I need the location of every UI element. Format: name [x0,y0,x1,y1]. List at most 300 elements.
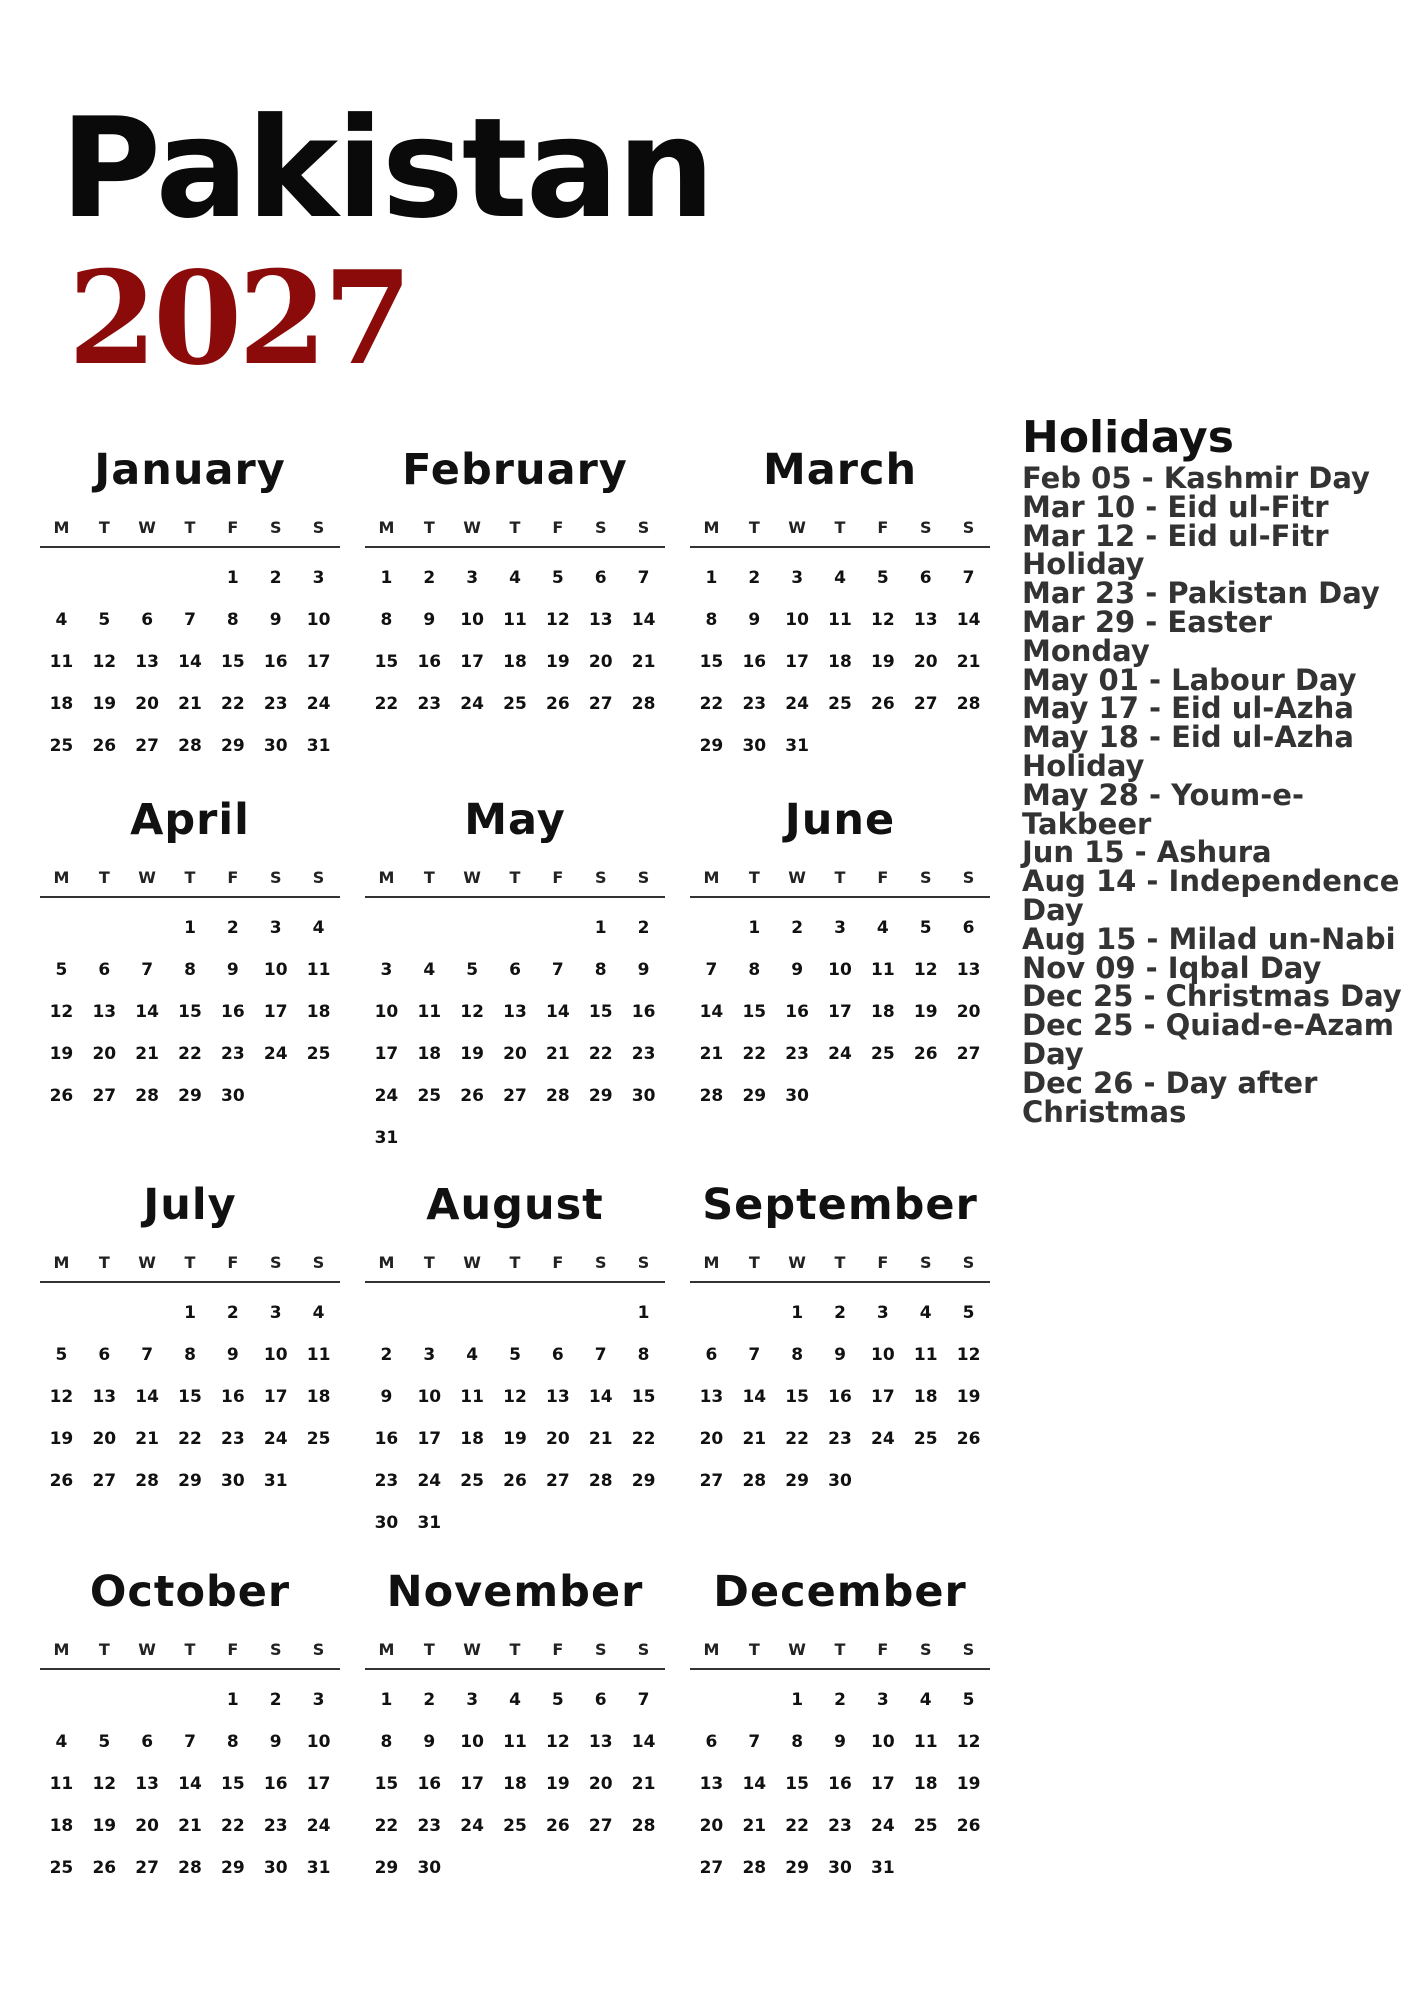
week-row [690,1763,990,1805]
week-row [365,1679,665,1721]
day-cell: 21 [135,1044,159,1064]
month-october [40,1562,340,1889]
weekday-label: S [919,1253,932,1272]
empty-cell [451,1117,494,1159]
empty-cell [126,907,169,949]
day-cell: 26 [871,694,895,714]
holiday-item: Mar 10 - Eid ul-Fitr [1022,489,1329,524]
week-row [40,1075,340,1117]
day-cell: 29 [588,1086,613,1106]
day-cell: 3 [876,1303,889,1323]
empty-cell [494,1847,537,1889]
weekday-label: T [748,518,760,537]
weekday-label: T [98,868,110,887]
day-cell: 8 [594,960,607,980]
week-row [690,1679,990,1721]
day-cell: 24 [263,1429,288,1449]
weekday-label: M [53,1253,70,1272]
day-cell: 15 [588,1002,613,1022]
day-cell: 22 [785,1429,809,1449]
month-name: March [762,445,918,495]
day-cell: 4 [466,1345,479,1365]
holiday-item: Dec 26 - Day after Christmas [1022,1065,1318,1129]
day-cell: 1 [637,1303,650,1323]
day-cell: 17 [306,652,331,672]
week-row [40,1805,340,1847]
day-cell: 22 [221,1816,245,1836]
empty-cell [947,1847,990,1889]
day-cell: 12 [956,1345,981,1365]
weekday-label: W [463,1640,481,1659]
day-cell: 17 [374,1044,399,1064]
day-cell: 12 [503,1387,527,1407]
day-cell: 12 [92,652,117,672]
calendar-year: 2027 [68,244,409,394]
empty-cell [819,1075,862,1117]
empty-cell [690,1679,733,1721]
weekday-label: T [748,1640,760,1659]
day-cell: 29 [178,1086,202,1106]
day-cell: 2 [226,918,239,938]
day-cell: 10 [785,610,809,630]
day-cell: 22 [374,1816,399,1836]
day-cell: 20 [913,652,938,672]
day-cell: 25 [913,1429,938,1449]
week-row [690,1805,990,1847]
day-cell: 30 [263,1858,288,1878]
month-days [40,1670,340,1889]
day-cell: 12 [546,610,570,630]
day-cell: 21 [699,1044,724,1064]
week-row [40,1460,340,1502]
weekday-label: S [919,518,932,537]
empty-cell [83,907,126,949]
day-cell: 4 [423,960,436,980]
empty-cell [904,725,947,767]
day-cell: 22 [178,1044,202,1064]
empty-cell [254,1075,297,1117]
day-cell: 21 [546,1044,570,1064]
weekday-label: T [423,1253,435,1272]
week-row [40,1292,340,1334]
empty-cell [365,1292,408,1334]
week-row [40,1334,340,1376]
holiday-item: Aug 14 - Independence Day [1022,864,1400,927]
day-cell: 1 [226,568,239,588]
day-cell: 7 [637,568,650,588]
month-days [690,548,990,767]
holiday-item: Dec 25 - Quiad-e-Azam Day [1022,1008,1395,1071]
day-cell: 2 [791,918,804,938]
day-cell: 23 [221,1044,245,1064]
day-cell: 26 [546,694,570,714]
day-cell: 14 [631,1732,656,1752]
day-cell: 26 [460,1086,484,1106]
day-cell: 26 [913,1044,938,1064]
day-cell: 14 [135,1002,159,1022]
day-cell: 29 [221,1858,245,1878]
week-row [690,991,990,1033]
day-cell: 31 [417,1513,442,1533]
day-cell: 5 [551,568,564,588]
day-cell: 5 [876,568,889,588]
day-cell: 22 [221,694,245,714]
day-cell: 19 [49,1429,74,1449]
day-cell: 20 [92,1429,117,1449]
week-row [690,1721,990,1763]
weekday-header [40,510,340,548]
day-cell: 1 [380,568,393,588]
day-cell: 26 [546,1816,570,1836]
weekday-label: F [552,1640,564,1659]
day-cell: 16 [828,1774,852,1794]
holiday-item: Nov 09 - Iqbal Day [1022,950,1322,985]
day-cell: 24 [871,1429,895,1449]
day-cell: 31 [306,736,331,756]
day-cell: 2 [269,568,282,588]
day-cell: 26 [49,1471,74,1491]
day-cell: 28 [631,1816,656,1836]
weekday-label: F [227,1640,239,1659]
week-row [365,641,665,683]
weekday-label: M [703,1253,720,1272]
empty-cell [83,1292,126,1334]
day-cell: 1 [748,918,761,938]
week-row [365,557,665,599]
holiday-item: Mar 23 - Pakistan Day [1022,576,1380,611]
day-cell: 25 [306,1429,331,1449]
day-cell: 6 [509,960,521,980]
day-cell: 6 [594,1690,607,1710]
week-row [365,907,665,949]
day-cell: 26 [92,1858,117,1878]
day-cell: 21 [956,652,981,672]
weekday-label: S [594,1640,607,1659]
week-row [690,641,990,683]
month-days [40,1283,340,1502]
day-cell: 4 [876,918,889,938]
weekday-header [365,510,665,548]
week-row [690,1460,990,1502]
day-cell: 3 [791,568,804,588]
day-cell: 22 [742,1044,767,1064]
week-row [40,1847,340,1889]
day-cell: 20 [699,1816,724,1836]
day-cell: 23 [828,1816,852,1836]
day-cell: 22 [178,1429,202,1449]
empty-cell [579,1117,622,1159]
weekday-label: S [637,868,650,887]
day-cell: 16 [631,1002,656,1022]
day-cell: 23 [785,1044,809,1064]
day-cell: 18 [913,1387,938,1407]
day-cell: 22 [588,1044,613,1064]
day-cell: 27 [699,1471,724,1491]
day-cell: 22 [785,1816,809,1836]
day-cell: 5 [466,960,479,980]
empty-cell [947,1075,990,1117]
day-cell: 15 [699,652,724,672]
day-cell: 6 [705,1345,718,1365]
day-cell: 22 [374,694,399,714]
holidays-panel [1022,412,1407,1129]
week-row [690,1376,990,1418]
day-cell: 10 [306,1732,331,1752]
day-cell: 27 [913,694,938,714]
day-cell: 7 [962,568,975,588]
month-june [690,790,990,1117]
day-cell: 12 [49,1387,74,1407]
day-cell: 10 [306,610,331,630]
day-cell: 9 [834,1345,846,1365]
empty-cell [451,1847,494,1889]
day-cell: 4 [834,568,846,588]
weekday-label: M [378,1253,395,1272]
week-row [365,683,665,725]
day-cell: 9 [226,960,239,980]
weekday-label: S [637,1253,650,1272]
day-cell: 20 [92,1044,117,1064]
empty-cell [494,907,537,949]
week-row [40,1721,340,1763]
holiday-item: Mar 29 - Easter Monday [1022,604,1272,668]
weekday-label: T [98,518,110,537]
week-row [690,1847,990,1889]
day-cell: 19 [956,1387,981,1407]
holiday-item: Jun 15 - Ashura [1022,835,1272,870]
empty-cell [622,1117,665,1159]
day-cell: 27 [588,694,613,714]
empty-cell [861,1460,904,1502]
month-november [365,1562,665,1889]
weekday-label: F [877,518,889,537]
month-days [690,1670,990,1889]
day-cell: 27 [135,1858,159,1878]
day-cell: 18 [49,694,74,714]
day-cell: 17 [306,1774,331,1794]
weekday-label: S [269,868,282,887]
week-row [365,1117,665,1159]
day-cell: 15 [374,652,399,672]
weekday-label: T [834,868,846,887]
day-cell: 28 [135,1471,159,1491]
day-cell: 13 [92,1002,117,1022]
day-cell: 13 [135,1774,159,1794]
day-cell: 2 [226,1303,239,1323]
day-cell: 19 [546,652,570,672]
empty-cell [861,1075,904,1117]
day-cell: 9 [380,1387,393,1407]
empty-cell [622,1847,665,1889]
day-cell: 30 [374,1513,399,1533]
week-row [365,599,665,641]
day-cell: 18 [306,1002,331,1022]
month-name: December [713,1567,967,1617]
weekday-label: M [53,518,70,537]
day-cell: 10 [263,1345,288,1365]
day-cell: 29 [742,1086,767,1106]
weekday-label: S [594,1253,607,1272]
day-cell: 25 [828,694,852,714]
weekday-label: S [312,1253,325,1272]
day-cell: 21 [742,1429,767,1449]
weekday-header [690,860,990,898]
day-cell: 28 [956,694,981,714]
week-row [365,1721,665,1763]
day-cell: 26 [49,1086,74,1106]
day-cell: 3 [876,1690,889,1710]
weekday-label: W [138,1253,156,1272]
day-cell: 16 [417,1774,442,1794]
month-february [365,440,665,725]
day-cell: 13 [135,652,159,672]
empty-cell [83,557,126,599]
month-name: April [130,795,250,845]
day-cell: 11 [503,1732,527,1752]
day-cell: 10 [871,1345,895,1365]
day-cell: 4 [919,1690,932,1710]
month-name: October [89,1567,291,1617]
day-cell: 10 [417,1387,442,1407]
day-cell: 19 [956,1774,981,1794]
day-cell: 18 [306,1387,331,1407]
empty-cell [451,1502,494,1544]
empty-cell [83,1679,126,1721]
weekday-label: T [423,518,435,537]
month-september [690,1175,990,1502]
day-cell: 10 [828,960,852,980]
day-cell: 11 [49,1774,74,1794]
week-row [365,1033,665,1075]
weekday-label: S [269,1253,282,1272]
weekday-label: M [703,518,720,537]
day-cell: 24 [460,1816,484,1836]
day-cell: 29 [374,1858,399,1878]
day-cell: 23 [417,694,442,714]
week-row [40,991,340,1033]
day-cell: 7 [141,960,154,980]
day-cell: 30 [263,736,288,756]
day-cell: 14 [742,1774,767,1794]
day-cell: 11 [871,960,895,980]
day-cell: 15 [374,1774,399,1794]
empty-cell [40,557,83,599]
weekday-header [365,1632,665,1670]
day-cell: 14 [178,1774,202,1794]
week-row [365,1292,665,1334]
day-cell: 28 [699,1086,724,1106]
day-cell: 13 [913,610,938,630]
day-cell: 2 [423,1690,436,1710]
day-cell: 6 [98,960,111,980]
empty-cell [494,1292,537,1334]
day-cell: 12 [956,1732,981,1752]
empty-cell [536,1502,579,1544]
holiday-item: May 17 - Eid ul-Azha [1022,691,1354,726]
month-days [365,548,665,725]
day-cell: 28 [546,1086,570,1106]
day-cell: 8 [705,610,718,630]
weekday-label: S [962,518,975,537]
empty-cell [904,1847,947,1889]
week-row [40,1033,340,1075]
day-cell: 6 [594,568,607,588]
day-cell: 16 [785,1002,809,1022]
weekday-label: S [312,1640,325,1659]
weekday-label: T [834,518,846,537]
day-cell: 6 [98,1345,111,1365]
day-cell: 9 [269,1732,282,1752]
day-cell: 29 [785,1471,809,1491]
day-cell: 27 [956,1044,981,1064]
day-cell: 25 [460,1471,484,1491]
week-row [365,1075,665,1117]
day-cell: 21 [631,652,656,672]
month-days [40,548,340,767]
empty-cell [408,1292,451,1334]
week-row [365,1376,665,1418]
month-name: February [402,445,628,495]
weekday-header [40,860,340,898]
day-cell: 13 [588,1732,613,1752]
day-cell: 25 [913,1816,938,1836]
day-cell: 5 [98,1732,111,1752]
day-cell: 31 [263,1471,288,1491]
empty-cell [579,1292,622,1334]
month-name: August [426,1180,604,1230]
day-cell: 15 [742,1002,767,1022]
day-cell: 8 [184,1345,196,1365]
day-cell: 14 [631,610,656,630]
day-cell: 13 [588,610,613,630]
day-cell: 20 [546,1429,570,1449]
day-cell: 15 [631,1387,656,1407]
day-cell: 16 [828,1387,852,1407]
weekday-label: W [138,868,156,887]
day-cell: 11 [306,1345,331,1365]
day-cell: 16 [263,1774,288,1794]
day-cell: 7 [637,1690,650,1710]
empty-cell [365,907,408,949]
day-cell: 9 [226,1345,239,1365]
day-cell: 30 [828,1471,852,1491]
day-cell: 15 [178,1002,202,1022]
weekday-label: S [594,868,607,887]
weekday-header [365,1245,665,1283]
day-cell: 30 [828,1858,852,1878]
day-cell: 14 [135,1387,159,1407]
day-cell: 15 [178,1387,202,1407]
weekday-label: S [269,1640,282,1659]
day-cell: 10 [374,1002,399,1022]
week-row [365,949,665,991]
day-cell: 1 [594,918,607,938]
day-cell: 7 [141,1345,154,1365]
empty-cell [40,1679,83,1721]
day-cell: 19 [871,652,895,672]
weekday-label: T [423,868,435,887]
weekday-label: T [509,1253,521,1272]
day-cell: 28 [742,1858,767,1878]
weekday-label: M [378,518,395,537]
day-cell: 28 [631,694,656,714]
day-cell: 30 [221,1471,245,1491]
day-cell: 1 [226,1690,239,1710]
page-title: Pakistan [60,88,714,249]
empty-cell [40,907,83,949]
day-cell: 3 [312,1690,325,1710]
day-cell: 13 [956,960,981,980]
